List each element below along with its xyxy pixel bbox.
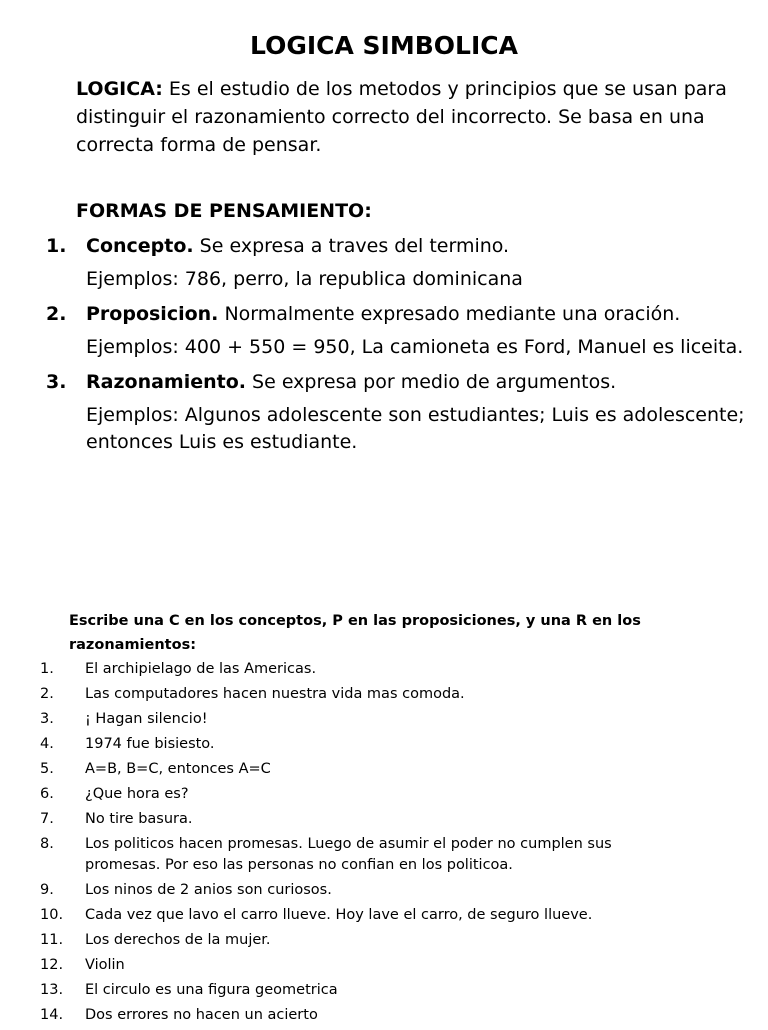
form-term: Concepto. bbox=[86, 235, 194, 257]
item-number: 3. bbox=[40, 711, 54, 727]
list-item bbox=[0, 905, 768, 926]
item-number: 9. bbox=[40, 882, 54, 898]
forms-heading: FORMAS DE PENSAMIENTO: bbox=[76, 200, 372, 222]
item-number: 4. bbox=[40, 736, 54, 752]
item-text: Cada vez que lavo el carro llueve. Hoy lave el carro, de seguro llueve. bbox=[85, 907, 593, 923]
item-number: 8. bbox=[40, 836, 54, 852]
list-item bbox=[0, 930, 768, 951]
form-number: 3. bbox=[46, 371, 67, 393]
intro-term: LOGICA: bbox=[76, 78, 163, 100]
form-description: Se expresa por medio de argumentos. bbox=[246, 371, 617, 393]
item-text: A=B, B=C, entonces A=C bbox=[85, 761, 271, 777]
list-item bbox=[0, 659, 768, 680]
item-text: El circulo es una figura geometrica bbox=[85, 982, 338, 998]
page-title: LOGICA SIMBOLICA bbox=[250, 31, 518, 60]
item-text: El archipielago de las Americas. bbox=[85, 661, 317, 677]
list-item bbox=[0, 759, 768, 780]
item-text: Los politicos hacen promesas. Luego de asumir el poder no cumplen sus promesas. Por eso las personas no confian en los politicoa. bbox=[85, 836, 612, 873]
item-number: 13. bbox=[40, 982, 64, 998]
item-text: Los ninos de 2 anios son curiosos. bbox=[85, 882, 332, 898]
form-description: Se expresa a traves del termino. bbox=[193, 235, 510, 257]
item-text: 1974 fue bisiesto. bbox=[85, 736, 215, 752]
item-text: ¡ Hagan silencio! bbox=[85, 711, 208, 727]
item-number: 5. bbox=[40, 761, 54, 777]
item-text: No tire basura. bbox=[85, 811, 193, 827]
item-text: Las computadores hacen nuestra vida mas comoda. bbox=[85, 686, 465, 702]
intro-paragraph bbox=[76, 75, 736, 159]
item-number: 10. bbox=[40, 907, 64, 923]
list-item bbox=[0, 684, 768, 705]
exercise-list bbox=[0, 659, 768, 1030]
item-number: 1. bbox=[40, 661, 54, 677]
list-item bbox=[0, 734, 768, 755]
item-text: Violin bbox=[85, 957, 125, 973]
item-number: 6. bbox=[40, 786, 54, 802]
exercise-instruction: Escribe una C en los conceptos, P en las proposiciones, y una R en los razonamientos: bbox=[69, 613, 641, 653]
form-item-concepto bbox=[46, 233, 746, 293]
form-number: 1. bbox=[46, 235, 67, 257]
item-number: 7. bbox=[40, 811, 54, 827]
item-number: 2. bbox=[40, 686, 54, 702]
list-item bbox=[0, 834, 768, 876]
list-item bbox=[0, 980, 768, 1001]
list-item bbox=[0, 784, 768, 805]
form-example: Ejemplos: Algunos adolescente son estudiantes; Luis es adolescente; entonces Luis es estudiante. bbox=[86, 404, 745, 453]
item-number: 11. bbox=[40, 932, 64, 948]
form-item-proposicion bbox=[46, 301, 746, 361]
form-number: 2. bbox=[46, 303, 67, 325]
list-item bbox=[0, 955, 768, 976]
item-number: 14. bbox=[40, 1007, 64, 1023]
item-number: 12. bbox=[40, 957, 64, 973]
form-item-razonamiento bbox=[46, 369, 746, 456]
form-example: Ejemplos: 400 + 550 = 950, La camioneta es Ford, Manuel es liceita. bbox=[86, 336, 744, 358]
list-item bbox=[0, 709, 768, 730]
form-example: Ejemplos: 786, perro, la republica dominicana bbox=[86, 268, 523, 290]
item-text: Los derechos de la mujer. bbox=[85, 932, 271, 948]
item-text: ¿Que hora es? bbox=[85, 786, 189, 802]
form-description: Normalmente expresado mediante una oración. bbox=[218, 303, 681, 325]
form-term: Razonamiento. bbox=[86, 371, 246, 393]
item-text: Dos errores no hacen un acierto bbox=[85, 1007, 318, 1023]
list-item bbox=[0, 880, 768, 901]
list-item bbox=[0, 809, 768, 830]
list-item bbox=[0, 1005, 768, 1026]
intro-text: Es el estudio de los metodos y principios que se usan para distinguir el razonamiento correcto del incorrecto. Se basa en una correcta forma de pensar. bbox=[76, 78, 727, 156]
form-term: Proposicion. bbox=[86, 303, 219, 325]
